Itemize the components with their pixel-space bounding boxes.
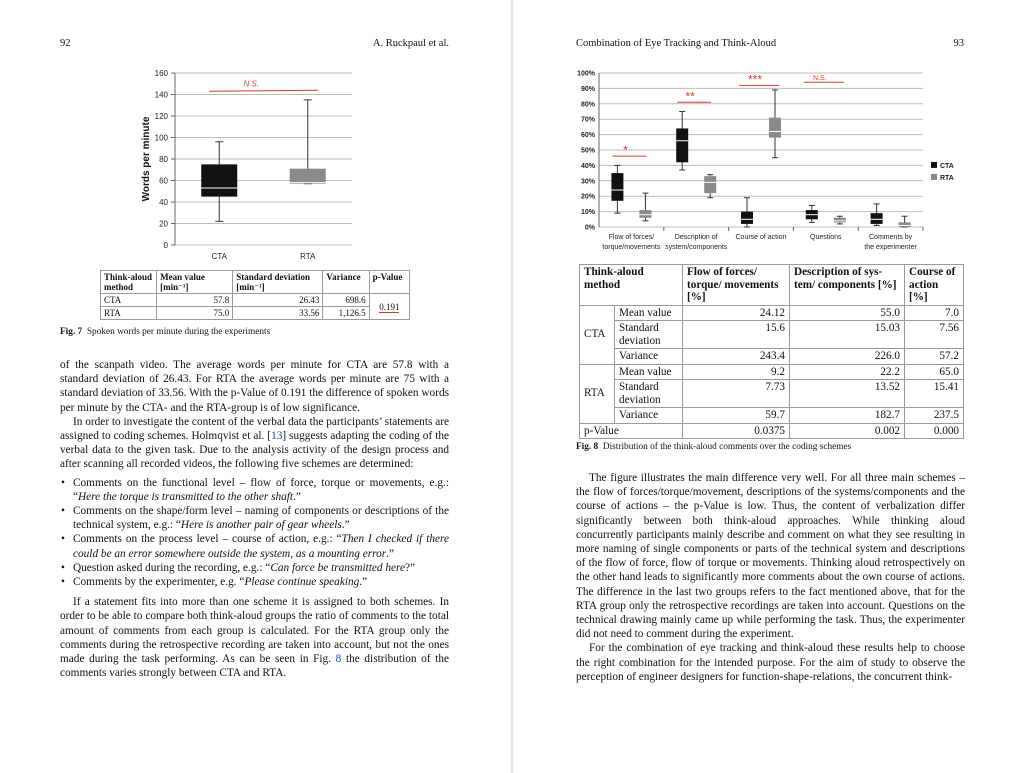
box [769, 118, 781, 138]
table-cell: 1,126.5 [323, 307, 369, 320]
table-cell: 182.7 [790, 408, 905, 424]
figure-link[interactable]: 8 [335, 653, 342, 666]
table-cell: 0.000 [905, 423, 964, 439]
table-row [580, 364, 964, 380]
paragraph: For the combination of eye tracking and think-aloud these results help to choose the right combination for the intended purpose. For the aim of study to observe the perception of engineer designers for function-shape-relations, the concurrent think- [576, 642, 965, 683]
table-header: Think-aloud method [580, 265, 683, 306]
table-cell: p-Value [580, 423, 683, 439]
table-cell: 13.52 [790, 380, 905, 408]
significance-annotation: ** [685, 89, 695, 104]
list-item: • Comments on the process level – course of action, e.g.: “Then I checked if there could be an error somewhere outside the system, as a mounting error.” [60, 532, 449, 560]
running-head: Combination of Eye Tracking and Think-Aloud [576, 38, 777, 49]
y-tick-label: 140 [154, 90, 168, 100]
box [290, 169, 326, 184]
y-tick-label: 40% [580, 162, 595, 170]
caption-text: Spoken words per minute during the experiments [86, 327, 271, 337]
table-cell: 7.0 [905, 305, 964, 321]
citation-link[interactable]: 13 [271, 430, 283, 443]
group-label-rta: RTA [580, 364, 615, 423]
table-cell: 26.43 [233, 294, 323, 307]
table-cell: Standard deviation [615, 321, 683, 349]
table-row [580, 349, 964, 365]
table-header: p-Value [369, 271, 409, 294]
box [201, 164, 237, 196]
significance-line [209, 90, 318, 91]
table-cell: 0.0375 [683, 423, 790, 439]
list-item: • Comments on the functional level – flow of force, torque or movements, e.g.: “Here the torque is transmitted to the other shaft.” [60, 476, 449, 504]
list-item: • Comments on the shape/form level – naming of components or descriptions of the technical system, e.g.: “Here is another pair of gear wheels.” [60, 504, 449, 532]
page-number: 93 [953, 38, 964, 49]
y-tick-label: 60% [580, 132, 595, 140]
right-page [513, 0, 1024, 773]
table-cell: 9.2 [683, 364, 790, 380]
table-cell: 7.56 [905, 321, 964, 349]
x-tick-label: RTA [300, 252, 316, 261]
table-cell: 55.0 [790, 305, 905, 321]
y-tick-label: 100% [577, 70, 595, 78]
caption-label: Fig. 8 [576, 442, 599, 452]
significance-annotation: N.S. [243, 79, 260, 89]
table-header: Think-aloud method [101, 271, 157, 294]
list-item: • Question asked during the recording, e.g.: “Can force be transmitted here?” [60, 561, 449, 575]
page-number: 92 [60, 38, 71, 49]
figure-8-boxplot [513, 60, 1024, 260]
box [899, 222, 911, 227]
x-tick-label: Flow of forces/ [608, 234, 655, 241]
x-tick-label: Course of action [735, 234, 787, 241]
table-header: Flow of forces/ torque/ movements [%] [683, 265, 790, 306]
p-value: 0.191 [379, 301, 400, 312]
x-tick-label: the experimenter [864, 244, 917, 251]
table-row [101, 307, 410, 320]
y-tick-label: 90% [580, 85, 595, 93]
table-cell: 698.6 [323, 294, 369, 307]
y-tick-label: 160 [154, 69, 168, 78]
group-label-cta: CTA [580, 305, 615, 364]
legend-swatch [931, 174, 937, 180]
box [741, 212, 753, 224]
table-cell: Mean value [615, 305, 683, 321]
table-cell: 15.03 [790, 321, 905, 349]
x-tick-label: torque/movements [602, 244, 661, 251]
table-row [580, 408, 964, 424]
y-axis-label: Words per minute [141, 116, 152, 202]
table-row [580, 321, 964, 349]
x-tick-label: system/components [665, 244, 728, 251]
paragraph: If a statement fits into more than one scheme it is assigned to both schemes. In order to be able to compare both think-aloud groups the ratio of comments to the total amount of comments from each group is calculated. For the RTA group only the comments during the retrospective recording are taken into account, but not the ones made during the task performing. As can be seen in Fig. 8 the distribution of the comments varies strongly between CTA and RTA. [60, 596, 449, 680]
table-cell: 0.002 [790, 423, 905, 439]
x-tick-label: Description of [674, 234, 718, 241]
y-tick-label: 0 [163, 241, 168, 250]
box [611, 173, 623, 201]
table-cell: 22.2 [790, 364, 905, 380]
caption-text: Distribution of the think-aloud comments over the coding schemes [602, 442, 852, 452]
legend-swatch [931, 162, 937, 168]
legend-label: RTA [940, 174, 954, 182]
significance-annotation: N.S. [812, 75, 827, 83]
table-cell: 57.8 [157, 294, 233, 307]
table-cell: RTA [101, 307, 157, 320]
table-cell: Mean value [615, 364, 683, 380]
table-header: Standard deviation [min⁻¹] [233, 271, 323, 294]
table-cell: 59.7 [683, 408, 790, 424]
y-tick-label: 20 [159, 219, 168, 229]
significance-annotation: * [623, 143, 628, 158]
figure-8-table [579, 264, 964, 439]
right-body-text [576, 471, 965, 684]
table-cell: 15.41 [905, 380, 964, 408]
table-row [580, 380, 964, 408]
y-tick-label: 10% [580, 209, 595, 217]
box [871, 213, 883, 224]
left-page [0, 0, 511, 773]
table-cell: 75.0 [157, 307, 233, 320]
legend-label: CTA [940, 162, 954, 170]
table-cell: 226.0 [790, 349, 905, 365]
table-cell: 243.4 [683, 349, 790, 365]
running-head: A. Ruckpaul et al. [372, 38, 449, 49]
paragraph: of the scanpath video. The average words per minute for CTA are 57.8 with a standard deviation of 26.43. For RTA the average words per minute are 75 with a standard deviation of 33.56. With the p-Value of 0.191 the difference of spoken words per minute by the CTA- and the RTA-group is of low significance. [60, 359, 449, 414]
x-tick-label: Comments by [869, 234, 913, 241]
paragraph: The figure illustrates the main difference very well. For all three main schemes – the flow of forces/torque/movement, descriptions of the systems/components and the course of actions – the p-Value is low. Thus, the content of verbalization differ significantly between both think-aloud approaches. While thinking aloud concurrently participants mainly describe and comment on what they see resulting in more naming of single components or parts of the technical system and descriptions of the flow of force, flow of torque or movements. Thinking aloud retrospectively on the other hand leads to significantly more comments about the own course of actions. The difference in the last two groups refers to the fact mentioned above, that for the RTA group only the retrospective recordings are taken into account. Questions on the technical drawing mainly came up while performing the task. Thus, the experimenter did not need to comment during the experiment. [576, 472, 965, 641]
y-tick-label: 80% [580, 101, 595, 109]
x-tick-label: Questions [810, 234, 842, 241]
table-row [101, 294, 410, 307]
y-tick-label: 30% [580, 178, 595, 186]
table-cell: 57.2 [905, 349, 964, 365]
y-tick-label: 60 [159, 176, 168, 186]
list-item: • Comments by the experimenter, e.g. “Please continue speaking.” [60, 575, 449, 589]
table-cell: 33.56 [233, 307, 323, 320]
table-cell: Standard deviation [615, 380, 683, 408]
y-tick-label: 120 [154, 112, 168, 121]
table-cell: 65.0 [905, 364, 964, 380]
y-tick-label: 0% [584, 224, 595, 232]
coding-schemes-list [60, 476, 449, 590]
table-header: Course of action [%] [905, 265, 964, 306]
table-cell: Variance [615, 349, 683, 365]
table-cell: 7.73 [683, 380, 790, 408]
y-tick-label: 100 [154, 133, 168, 143]
y-tick-label: 70% [580, 116, 595, 124]
p-value-cell [369, 294, 409, 320]
table-row [580, 305, 964, 321]
table-header: Description of sys-tem/ components [%] [790, 265, 905, 306]
table-header: Variance [323, 271, 369, 294]
table-cell: 15.6 [683, 321, 790, 349]
box [676, 128, 688, 162]
left-body-text [60, 358, 449, 680]
figure-8-caption [576, 442, 851, 452]
caption-label: Fig. 7 [60, 327, 83, 337]
significance-annotation: *** [747, 72, 763, 87]
y-tick-label: 40 [159, 198, 168, 207]
box [834, 218, 846, 223]
table-cell: 24.12 [683, 305, 790, 321]
table-cell: Variance [615, 408, 683, 424]
figure-7-table [100, 270, 410, 320]
y-tick-label: 80 [159, 155, 168, 164]
box [704, 176, 716, 193]
y-tick-label: 20% [580, 193, 595, 201]
box [639, 210, 651, 218]
y-tick-label: 50% [580, 147, 595, 155]
table-cell: CTA [101, 294, 157, 307]
figure-7-caption [60, 327, 270, 337]
table-row [580, 423, 964, 439]
paragraph: In order to investigate the content of the verbal data the participants’ statements are assigned to coding schemes. Holmqvist et al. [13] suggests adapting the coding of the verbal data to the given task. Due to the analysis activity of the design process and after scanning all recorded videos, the following five schemes are determined: [60, 415, 450, 471]
x-tick-label: CTA [211, 252, 227, 261]
table-cell: 237.5 [905, 408, 964, 424]
table-header: Mean value [min⁻¹] [157, 271, 233, 294]
